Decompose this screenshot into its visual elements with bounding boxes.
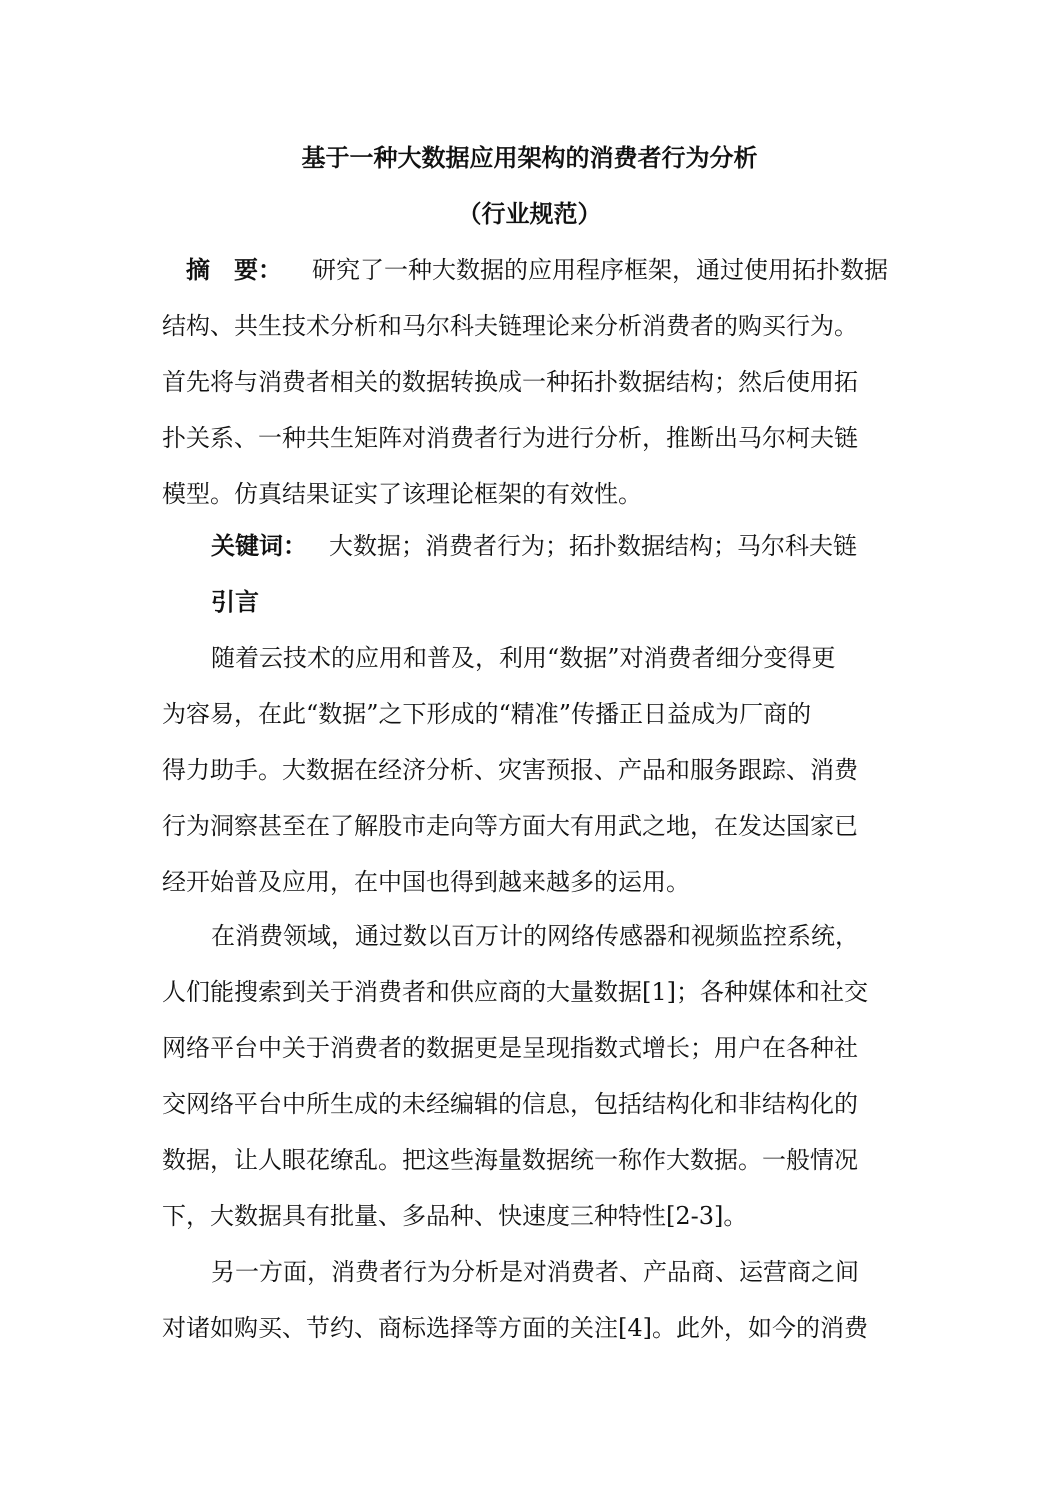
- abstract-line-4: 扑关系、一种共生矩阵对消费者行为进行分析，推断出马尔柯夫链: [162, 424, 858, 452]
- abstract-text: 研究了一种大数据的应用程序框架，通过使用拓扑数据: [312, 256, 888, 284]
- abstract-label: 摘 要：: [186, 256, 282, 284]
- abstract-line-2: 结构、共生技术分析和马尔科夫链理论来分析消费者的购买行为。: [162, 312, 858, 340]
- paragraph-1-line-5: 经开始普及应用，在中国也得到越来越多的运用。: [162, 868, 690, 896]
- keywords-label: 关键词：: [211, 532, 307, 560]
- paragraph-3-line-1: 另一方面，消费者行为分析是对消费者、产品商、运营商之间: [211, 1258, 859, 1286]
- abstract-line-5: 模型。仿真结果证实了该理论框架的有效性。: [162, 480, 642, 508]
- paragraph-1-line-3: 得力助手。大数据在经济分析、灾害预报、产品和服务跟踪、消费: [162, 756, 858, 784]
- paragraph-2-line-4: 交网络平台中所生成的未经编辑的信息，包括结构化和非结构化的: [162, 1090, 858, 1118]
- keywords-text: 大数据；消费者行为；拓扑数据结构；马尔科夫链: [329, 532, 857, 560]
- paragraph-1-line-2: 为容易，在此“数据”之下形成的“精准”传播正日益成为厂商的: [162, 700, 812, 728]
- document-subtitle: （行业规范）: [457, 199, 602, 228]
- paragraph-2-line-1: 在消费领域，通过数以百万计的网络传感器和视频监控系统，: [211, 922, 859, 950]
- paragraph-2-line-5: 数据，让人眼花缭乱。把这些海量数据统一称作大数据。一般情况: [162, 1146, 858, 1174]
- paragraph-2-line-3: 网络平台中关于消费者的数据更是呈现指数式增长；用户在各种社: [162, 1034, 858, 1062]
- paragraph-1-line-4: 行为洞察甚至在了解股市走向等方面大有用武之地，在发达国家已: [162, 812, 858, 840]
- paragraph-2-line-6: 下，大数据具有批量、多品种、快速度三种特性[2-3]。: [162, 1202, 748, 1230]
- abstract-line-1: [186, 255, 902, 285]
- abstract-line-3: 首先将与消费者相关的数据转换成一种拓扑数据结构；然后使用拓: [162, 368, 858, 396]
- paragraph-3-line-2: 对诸如购买、节约、商标选择等方面的关注[4]。此外，如今的消费: [162, 1314, 868, 1342]
- intro-heading: 引言: [211, 588, 259, 616]
- paragraph-1-line-1: 随着云技术的应用和普及，利用“数据”对消费者细分变得更: [211, 644, 836, 672]
- paragraph-2-line-2: 人们能搜索到关于消费者和供应商的大量数据[1]；各种媒体和社交: [162, 978, 868, 1006]
- keywords-line: [211, 531, 901, 561]
- document-title: 基于一种大数据应用架构的消费者行为分析: [301, 143, 758, 172]
